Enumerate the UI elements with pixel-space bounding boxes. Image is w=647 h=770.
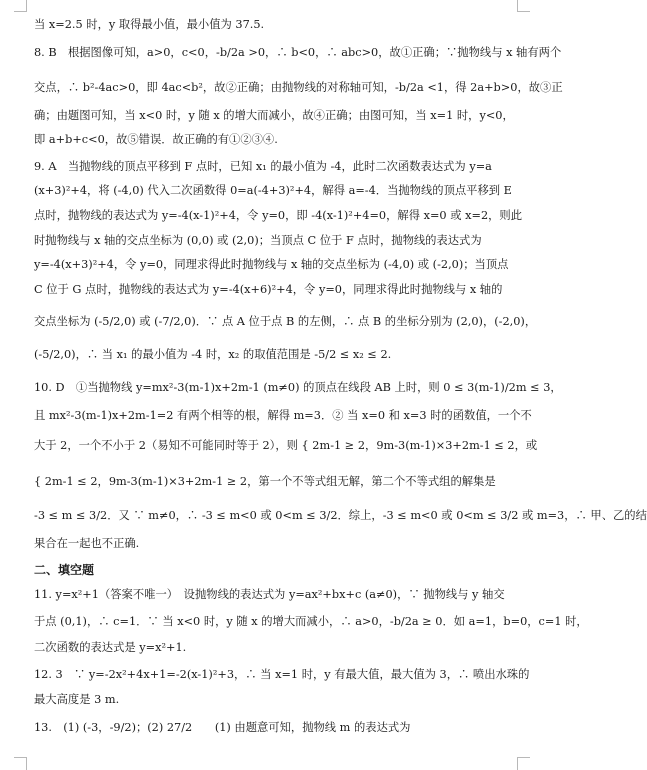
answer-8-line: 8. B 根据图像可知，a>0，c<0，-b/2a >0，∴ b<0，∴ abc>0，故①正确；∵抛物线与 x 轴有两个 xyxy=(34,46,562,59)
section-heading: 二、填空题 xyxy=(34,563,95,577)
answer-9-line: 9. A 当抛物线的顶点平移到 F 点时，已知 x₁ 的最小值为 -4，此时二次函数表达式为 y=a xyxy=(34,160,492,173)
text-line: 二次函数的表达式是 y=x²+1. xyxy=(34,641,187,654)
text-line: 当 x=2.5 时，y 取得最小值，最小值为 37.5. xyxy=(34,18,265,31)
text-line: (x+3)²+4，将 (-4,0) 代入二次函数得 0=a(-4+3)²+4，解得 a=-4．当抛物线的顶点平移到 E xyxy=(34,184,512,197)
text-line: -3 ≤ m ≤ 3/2．又 ∵ m≠0，∴ -3 ≤ m<0 或 0<m ≤ 3/2．综上，-3 ≤ m<0 或 0<m ≤ 3/2 或 m=3，∴ 甲、乙的结 xyxy=(34,509,647,522)
crop-mark-top-left xyxy=(14,0,27,12)
text-line: C 位于 G 点时，抛物线的表达式为 y=-4(x+6)²+4，令 y=0，同理求得此时抛物线与 x 轴的 xyxy=(34,283,503,296)
text-line: 最大高度是 3 m. xyxy=(34,693,120,706)
text-line: 时抛物线与 x 轴的交点坐标为 (0,0) 或 (2,0)；当顶点 C 位于 F 点时，抛物线的表达式为 xyxy=(34,234,482,247)
text-line: 大于 2，一个不小于 2（易知不可能同时等于 2），则 { 2m-1 ≥ 2，9m-3(m-1)×3+2m-1 ≤ 2，或 xyxy=(34,439,538,452)
text-line: 交点，∴ b²-4ac>0，即 4ac<b²，故②正确；由抛物线的对称轴可知，-b/2a <1，得 2a+b>0，故③正 xyxy=(34,81,563,94)
text-line: (-5/2,0)，∴ 当 x₁ 的最小值为 -4 时，x₂ 的取值范围是 -5/2 ≤ x₂ ≤ 2. xyxy=(34,348,392,361)
text-line: 果合在一起也不正确. xyxy=(34,537,140,550)
answer-12-line: 12. 3 ∵ y=-2x²+4x+1=-2(x-1)²+3，∴ 当 x=1 时，y 有最大值，最大值为 3，∴ 喷出水珠的 xyxy=(34,668,530,681)
text-line: 于点 (0,1)，∴ c=1．∵ 当 x<0 时，y 随 x 的增大而减小，∴ a>0，-b/2a ≥ 0．如 a=1，b=0，c=1 时， xyxy=(34,615,588,628)
text-line: 且 mx²-3(m-1)x+2m-1=2 有两个相等的根，解得 m=3．② 当 x=0 和 x=3 时的函数值，一个不 xyxy=(34,409,532,422)
crop-mark-bottom-right xyxy=(517,757,530,770)
text-line: 点时，抛物线的表达式为 y=-4(x-1)²+4，令 y=0，即 -4(x-1)²+4=0，解得 x=0 或 x=2，则此 xyxy=(34,209,523,222)
text-line: { 2m-1 ≤ 2，9m-3(m-1)×3+2m-1 ≥ 2，第一个不等式组无解，第二个不等式组的解集是 xyxy=(34,475,496,488)
text-line: 确；由题图可知，当 x<0 时，y 随 x 的增大而减小，故④正确；由图可知，当 x=1 时，y<0， xyxy=(34,109,514,122)
answer-13-line: 13. (1) (-3，-9/2)；(2) 27/2 (1) 由题意可知，抛物线 m 的表达式为 xyxy=(34,721,411,734)
text-line: 即 a+b+c<0，故⑤错误．故正确的有①②③④. xyxy=(34,133,278,146)
text-line: 交点坐标为 (-5/2,0) 或 (-7/2,0)．∵ 点 A 位于点 B 的左侧，∴ 点 B 的坐标分别为 (2,0)，(-2,0)， xyxy=(34,315,537,328)
text-line: y=-4(x+3)²+4，令 y=0，同理求得此时抛物线与 x 轴的交点坐标为 (-4,0) 或 (-2,0)；当顶点 xyxy=(34,258,509,271)
crop-mark-bottom-left xyxy=(14,757,27,770)
answer-11-line: 11. y=x²+1（答案不唯一） 设抛物线的表达式为 y=ax²+bx+c (a≠0)，∵ 抛物线与 y 轴交 xyxy=(34,588,505,601)
crop-mark-top-right xyxy=(517,0,530,12)
answer-10-line: 10. D ①当抛物线 y=mx²-3(m-1)x+2m-1 (m≠0) 的顶点在线段 AB 上时，则 0 ≤ 3(m-1)/2m ≤ 3， xyxy=(34,381,562,394)
